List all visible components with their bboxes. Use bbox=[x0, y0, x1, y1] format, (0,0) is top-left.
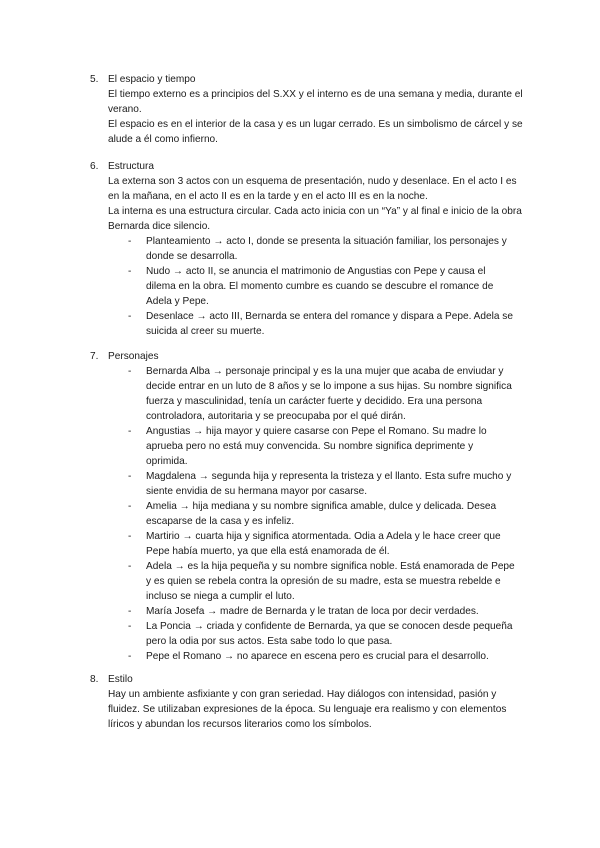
bullet-dash: - bbox=[128, 426, 132, 437]
section-estructura bbox=[90, 159, 530, 339]
bullet-dash: - bbox=[128, 621, 132, 632]
list-item bbox=[90, 364, 516, 424]
list-item-text: Bernarda Alba → personaje principal y es la una mujer que acaba de enviudar y decide entrar en un luto de 8 años y se lo impone a sus hijas. Su nombre significa fuerza y masculinidad, tenía un carácter fuerte y decidido. Era una persona controladora, autoritaria y se preocupaba por el qué dirán. bbox=[146, 366, 512, 422]
section-number: 7. bbox=[90, 351, 99, 362]
bullet-list bbox=[90, 364, 530, 664]
list-item bbox=[90, 264, 516, 309]
section-title: El espacio y tiempo bbox=[108, 74, 196, 85]
section-body bbox=[108, 687, 528, 732]
list-item bbox=[90, 469, 516, 499]
section-number: 6. bbox=[90, 161, 99, 172]
section-number: 8. bbox=[90, 674, 99, 685]
list-item bbox=[90, 559, 516, 604]
list-item bbox=[90, 529, 516, 559]
bullet-dash: - bbox=[128, 471, 132, 482]
list-item bbox=[90, 309, 516, 339]
list-item-text: Angustias → hija mayor y quiere casarse con Pepe el Romano. Su madre lo aprueba pero no está muy convencida. Su nombre significa deprimente y oprimida. bbox=[146, 426, 487, 467]
bullet-dash: - bbox=[128, 311, 132, 322]
bullet-dash: - bbox=[128, 531, 132, 542]
section-number: 5. bbox=[90, 74, 99, 85]
bullet-dash: - bbox=[128, 651, 132, 662]
list-item-text: María Josefa → madre de Bernarda y le tratan de loca por decir verdades. bbox=[146, 606, 479, 617]
paragraph: El espacio es en el interior de la casa y es un lugar cerrado. Es un simbolismo de cárcel y se alude a él como infierno. bbox=[108, 119, 523, 145]
section-title: Estructura bbox=[108, 161, 154, 172]
section-heading bbox=[90, 159, 530, 174]
list-item bbox=[90, 424, 516, 469]
bullet-dash: - bbox=[128, 501, 132, 512]
list-item-text: La Poncia → criada y confidente de Bernarda, ya que se conocen desde pequeña pero la odia por sus actos. Esta sabe todo lo que pasa. bbox=[146, 621, 513, 647]
section-heading bbox=[90, 72, 530, 87]
list-item-text: Adela → es la hija pequeña y su nombre significa noble. Está enamorada de Pepe y es quien se rebela contra la opresión de su madre, esta se muestra rebelde e incluso se niega a cumplir el luto. bbox=[146, 561, 515, 602]
list-item-text: Pepe el Romano → no aparece en escena pero es crucial para el desarrollo. bbox=[146, 651, 489, 662]
list-item-text: Martirio → cuarta hija y significa atormentada. Odia a Adela y le hace creer que Pepe había muerto, ya que ella está enamorada de él. bbox=[146, 531, 501, 557]
list-item-text: Nudo → acto II, se anuncia el matrimonio de Angustias con Pepe y causa el dilema en la obra. El momento cumbre es cuando se descubre el romance de Adela y Pepe. bbox=[146, 266, 494, 307]
list-item-text: Amelia → hija mediana y su nombre significa amable, dulce y delicada. Desea escaparse de la casa y es infeliz. bbox=[146, 501, 497, 527]
list-item bbox=[90, 649, 516, 664]
section-body bbox=[108, 174, 528, 234]
section-espacio-tiempo bbox=[90, 72, 530, 147]
section-title: Estilo bbox=[108, 674, 133, 685]
list-item bbox=[90, 604, 516, 619]
list-item bbox=[90, 234, 516, 264]
list-item-text: Magdalena → segunda hija y representa la tristeza y el llanto. Esta sufre mucho y siente envidia de su hermana mayor por casarse. bbox=[146, 471, 512, 497]
list-item-text: Planteamiento → acto I, donde se presenta la situación familiar, los personajes y donde se desarrolla. bbox=[146, 236, 507, 262]
section-title: Personajes bbox=[108, 351, 159, 362]
paragraph: La interna es una estructura circular. Cada acto inicia con un “Ya” y al final e inicio de la obra Bernarda dice silencio. bbox=[108, 206, 522, 232]
section-estilo bbox=[90, 672, 530, 732]
section-heading bbox=[90, 672, 530, 687]
paragraph: Hay un ambiente asfixiante y con gran seriedad. Hay diálogos con intensidad, pasión y fluidez. Se utilizaban expresiones de la época. Su lenguaje era realismo y con elementos líricos y abundan los recursos literarios como los símbolos. bbox=[108, 689, 507, 730]
bullet-list bbox=[90, 234, 530, 339]
list-item-text: Desenlace → acto III, Bernarda se entera del romance y dispara a Pepe. Adela se suicida al creer su muerte. bbox=[146, 311, 513, 337]
list-item bbox=[90, 619, 516, 649]
section-body bbox=[108, 87, 528, 147]
list-item bbox=[90, 499, 516, 529]
bullet-dash: - bbox=[128, 606, 132, 617]
paragraph: El tiempo externo es a principios del S.XX y el interno es de una semana y media, durante el verano. bbox=[108, 89, 523, 115]
bullet-dash: - bbox=[128, 236, 132, 247]
bullet-dash: - bbox=[128, 561, 132, 572]
section-personajes bbox=[90, 349, 530, 664]
bullet-dash: - bbox=[128, 366, 132, 377]
paragraph: La externa son 3 actos con un esquema de presentación, nudo y desenlace. En el acto I es en la mañana, en el acto II es en la tarde y en el acto III es en la noche. bbox=[108, 176, 517, 202]
bullet-dash: - bbox=[128, 266, 132, 277]
section-heading bbox=[90, 349, 530, 364]
